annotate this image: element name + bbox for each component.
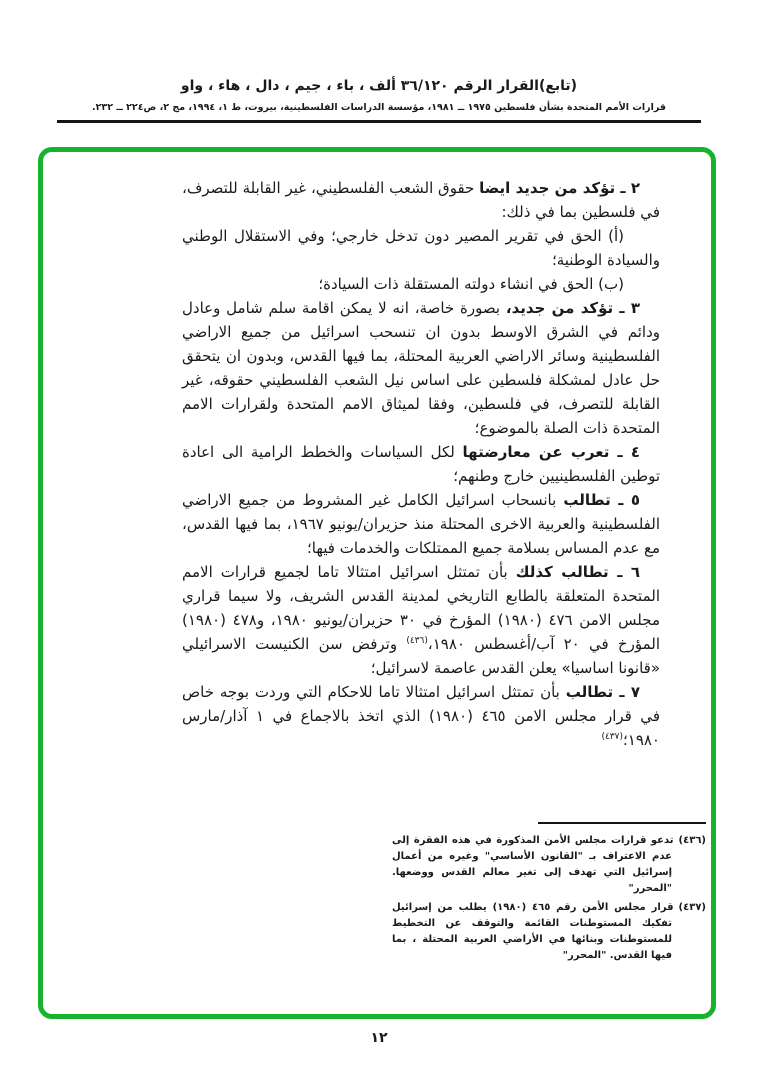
- paragraph-lead: ٦ ـ تطالب كذلك: [515, 563, 640, 581]
- footnote-436: [392, 833, 706, 897]
- paragraph-4: [182, 440, 660, 488]
- resolution-body: [182, 176, 660, 752]
- paragraph-text: بأن تمتثل اسرائيل امتثالا تاما للاحكام التي وردت بوجه خاص في قرار مجلس الامن ٤٦٥ (١٩٨٠) الذي اتخذ بالاجماع في ١ آذار/مارس ١٩٨٠؛: [182, 683, 660, 749]
- paragraph-text: (ب) الحق في انشاء دولته المستقلة ذات السيادة؛: [318, 275, 624, 293]
- paragraph-lead: ٥ ـ تطالب: [563, 491, 640, 509]
- footnote-marker: (٤٣٧): [678, 902, 706, 913]
- paragraph-2-b: [182, 272, 660, 296]
- source-citation: قرارات الأمم المتحدة بشأن فلسطين ١٩٧٥ ــ ١٩٨١، مؤسسة الدراسات الفلسطينية، بيروت، ط ١، ١٩٩٤، مج ٢، ص٢٢٤ ــ ٢٣٢.: [92, 102, 666, 113]
- paragraph-text: بانسحاب اسرائيل الكامل غير المشروط من جميع الاراضي الفلسطينية والعربية الاخرى المحتلة منذ حزيران/يونيو ١٩٦٧، بما فيها القدس، مع عدم المساس بسلامة جميع الممتلكات والخدمات فيها؛: [182, 491, 660, 557]
- footnote-text: تدعو قرارات مجلس الأمن المذكورة في هذه الفقرة إلى عدم الاعتراف بـ "القانون الأساسي" وغيره من أعمال إسرائيل التي تهدف إلى تغير معالم القدس ووضعها. "المحرر": [392, 835, 674, 894]
- paragraph-text: (أ) الحق في تقرير المصير دون تدخل خارجي؛ وفي الاستقلال الوطني والسيادة الوطنية؛: [182, 227, 660, 269]
- footnote-marker: (٤٣٦): [678, 835, 706, 846]
- paragraph-lead: ٧ ـ تطالب: [565, 683, 640, 701]
- paragraph-lead: ٣ ـ تؤكد من جديد،: [505, 299, 640, 317]
- footnote-437: [392, 900, 706, 964]
- paragraph-6: [182, 560, 660, 680]
- paragraph-lead: ٤ ـ تعرب عن معارضتها: [462, 443, 640, 461]
- paragraph-7: [182, 680, 660, 752]
- paragraph-2-a: [182, 224, 660, 272]
- footnotes-block: [392, 833, 706, 967]
- paragraph-3: [182, 296, 660, 440]
- paragraph-text: بأن تمتثل اسرائيل امتثالا تاما لجميع قرارات الامم المتحدة المتعلقة بالطابع التاريخي لمدينة القدس الشريف، ولا سيما قراري مجلس الامن ٤٧٦ (١٩٨٠) المؤرخ في ٣٠ حزيران/يونيو ١٩٨٠، و٤٧٨ (١٩٨٠) المؤرخ في ٢٠ آب/أغسطس ١٩٨٠،: [182, 563, 661, 653]
- paragraph-text: حقوق الشعب الفلسطيني، غير القابلة للتصرف، في فلسطين بما في ذلك:: [182, 179, 660, 221]
- paragraph-5: [182, 488, 660, 560]
- document-title: (تابع)القرار الرقم ٣٦/١٢٠ ألف ، باء ، جيم ، دال ، هاء ، واو: [180, 78, 578, 94]
- page-number: ١٢: [370, 1030, 388, 1046]
- paragraph-2: [182, 176, 660, 224]
- paragraph-lead: ٢ ـ تؤكد من جديد ايضا: [479, 179, 641, 197]
- footnote-ref-437: (٤٣٧): [601, 732, 623, 742]
- paragraph-text: وترفض سن الكنيست الاسرائيلي «قانونا اساسيا» يعلن القدس عاصمة لاسرائيل؛: [182, 635, 660, 677]
- paragraph-text: بصورة خاصة، انه لا يمكن اقامة سلم شامل وعادل ودائم في الشرق الاوسط بدون ان تنسحب اسرائيل من جميع الاراضي الفلسطينية وسائر الاراضي العربية المحتلة، بما فيها القدس، وبدون ان يتحقق حل عادل لمشكلة فلسطين على اساس نيل الشعب الفلسطيني حقوقه، غير القابلة للتصرف، في فلسطين، وفقا لميثاق الامم المتحدة ولقرارات الامم المتحدة ذات الصلة بالموضوع؛: [182, 299, 660, 437]
- footnote-separator: [538, 822, 706, 824]
- footnote-text: قرار مجلس الأمن رقم ٤٦٥ (١٩٨٠) يطلب من إسرائيل تفكيك المستوطنات القائمة والتوقف عن التخطيط للمستوطنات وبنائها في الأراضي العربية المحتلة ، بما فيها القدس. "المحرر": [392, 902, 674, 961]
- footnote-ref-436: (٤٣٦): [406, 636, 428, 646]
- paragraph-text: لكل السياسات والخطط الرامية الى اعادة توطين الفلسطينيين خارج وطنهم؛: [182, 443, 660, 485]
- header-rule: [57, 120, 701, 123]
